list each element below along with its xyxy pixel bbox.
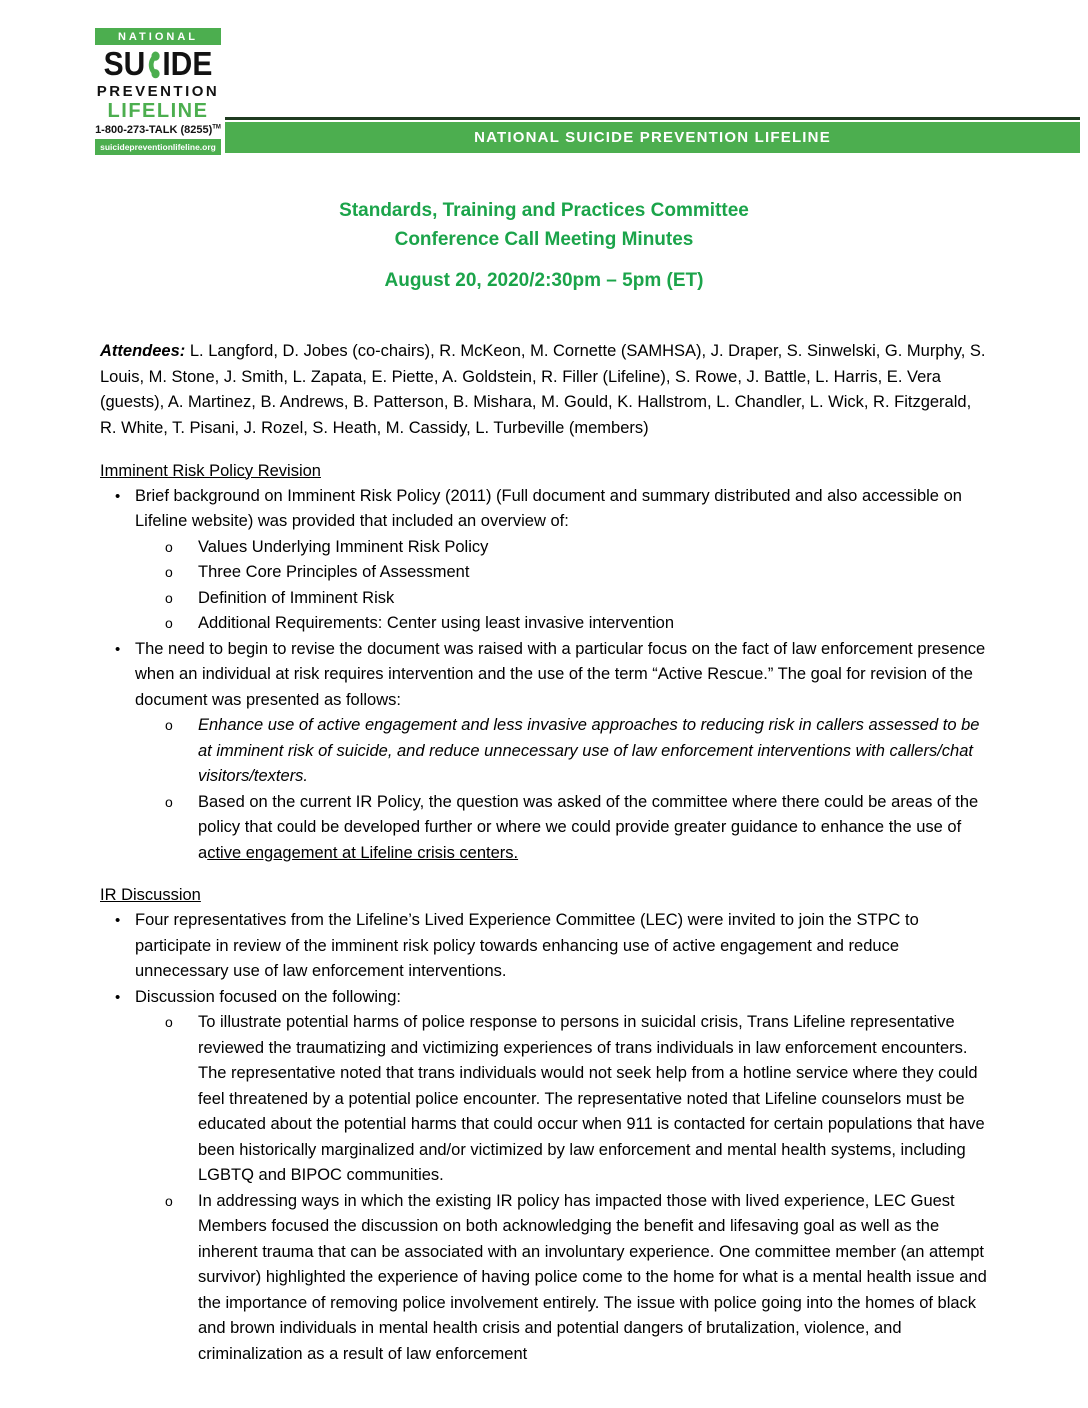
sub-bullet-text: Three Core Principles of Assessment — [198, 563, 470, 581]
trademark-symbol: TM — [212, 123, 221, 130]
sub-bullet-item — [100, 1189, 988, 1368]
logo-website-bar: suicidepreventionlifeline.org — [95, 139, 221, 155]
bullet-text: Four representatives from the Lifeline’s Lived Experience Committee (LEC) were invited to join the STPC to participate in review of the imminent risk policy towards enhancing use of active engagement and reduce unnecessary use of law enforcement interventions. — [135, 911, 919, 980]
circle-marker: o — [165, 538, 173, 555]
page-title-line-2: Conference Call Meeting Minutes — [394, 229, 694, 250]
sub-bullet-text: Based on the current IR Policy, the question was asked of the committee where there could be areas of the policy that could be developed further or where we could provide greater guidance to enhance the use of active engagement at Lifeline crisis centers. — [198, 792, 979, 862]
bullet-item — [100, 985, 988, 1011]
sub-bullet-text: To illustrate potential harms of police response to persons in suicidal crisis, Trans Lifeline representative reviewed the traumatizing and victimizing experiences of trans individuals in law enforcement encounters. The representative noted that trans individuals would not seek help from a hotline service where they could feel threatened by a potential police encounter. The representative noted that Lifeline counselors must be educated about the potential harms that could occur when 911 is contacted for certain populations that have been historically marginalized and/or victimized by law enforcement and mental health systems, including LGBTQ and BIPOC communities. — [198, 1013, 985, 1184]
bullet-marker: • — [115, 487, 121, 505]
bullet-item — [100, 908, 988, 985]
logo-national-bar: NATIONAL — [95, 28, 221, 45]
circle-marker: o — [165, 564, 173, 580]
sub-bullet-text: In addressing ways in which the existing IR policy has impacted those with lived experience, LEC Guest Members focused the discussion on both acknowledging the benefit and lifesaving goal as well as the inherent trauma that can be associated with an involuntary experience. One committee member (an attempt survivor) highlighted the experience of having police come to the home for what is a mental health issue and the importance of removing police involvement entirely. The issue with police going into the homes of black and brown individuals in mental health crisis and potential dangers of brutalization, violence, and criminalization as a result of law enforcement — [198, 1191, 987, 1363]
section-heading-imminent-risk: Imminent Risk Policy Revision — [100, 461, 321, 480]
sub-bullet-item — [100, 535, 988, 561]
circle-marker: o — [165, 589, 173, 606]
sub-bullet-item — [100, 1010, 988, 1189]
attendees-list: L. Langford, D. Jobes (co-chairs), R. McKeon, M. Cornette (SAMHSA), J. Draper, S. Sinwelski, G. Murphy, S. Louis, M. Stone, J. Smith, L. Zapata, E. Piette, A. Goldstein, R. Filler (Lifeline), S. Rowe, J. Battle, L. Harris, E. Vera (guests), A. Martinez, B. Andrews, B. Patterson, B. Mishara, M. Gould, K. Hallstrom, L. Chandler, L. Wick, R. Fitzgerald, R. White, T. Pisani, J. Rozel, S. Heath, M. Cassidy, L. Turbeville (members) — [100, 342, 986, 437]
sub-bullet-text-italic: Enhance use of active engagement and less invasive approaches to reducing risk in callers assessed to be at imminent risk of suicide, and reduce unnecessary use of law enforcement interventions with callers/chat visitors/texters. — [198, 716, 980, 785]
logo-prevention-word: PREVENTION — [96, 82, 220, 100]
title-block — [100, 0, 988, 295]
meeting-date-line: August 20, 2020/2:30pm – 5pm (ET) — [384, 270, 704, 291]
circle-marker: o — [165, 615, 173, 631]
bullet-marker: • — [115, 988, 121, 1006]
bullet-item — [100, 637, 988, 714]
sub-bullet-text: Values Underlying Imminent Risk Policy — [198, 537, 489, 556]
logo-phone-number: 1-800-273-TALK (8255)™ — [95, 123, 221, 136]
logo-lifeline-word: LIFELINE — [107, 99, 209, 122]
bullet-text: Discussion focused on the following: — [135, 987, 401, 1006]
bullet-text: The need to begin to revise the document was raised with a particular focus on the fact of law enforcement presence when an individual at risk requires intervention and the use of the term “Active Rescue.” The goal for revision of the document was presented as follows: — [135, 639, 986, 709]
page-title-line-1: Standards, Training and Practices Committee — [339, 200, 749, 221]
attendees-paragraph — [100, 339, 988, 441]
sub-bullet-item — [100, 560, 988, 586]
circle-marker: o — [165, 793, 173, 810]
bullet-text: Brief background on Imminent Risk Policy (2011) (Full document and summary distributed and also accessible on Lifeline website) was provided that included an overview of: — [135, 486, 962, 530]
sub-bullet-item — [100, 790, 988, 867]
document-content — [100, 0, 988, 1367]
attendees-label: Attendees: — [100, 342, 186, 360]
circle-marker: o — [165, 1192, 173, 1209]
sub-bullet-item — [100, 713, 988, 790]
section-heading-ir-discussion: IR Discussion — [100, 886, 201, 904]
logo-suicide-suffix: IDE — [162, 45, 213, 83]
bullet-marker: • — [115, 912, 121, 929]
sub-bullet-text: Additional Requirements: Center using least invasive intervention — [198, 614, 675, 632]
bullet-marker: • — [115, 640, 121, 658]
sub-bullet-text: Definition of Imminent Risk — [198, 588, 395, 607]
sub-bullet-item — [100, 611, 988, 637]
circle-marker: o — [165, 1014, 173, 1030]
bullet-item — [100, 484, 988, 535]
circle-marker: o — [165, 717, 173, 733]
logo-suicide-prefix: SU — [103, 45, 146, 83]
sub-bullet-item — [100, 586, 988, 612]
underlined-phrase: ctive engagement at Lifeline crisis centers. — [207, 843, 519, 862]
header-banner: NATIONAL SUICIDE PREVENTION LIFELINE — [225, 122, 1080, 153]
